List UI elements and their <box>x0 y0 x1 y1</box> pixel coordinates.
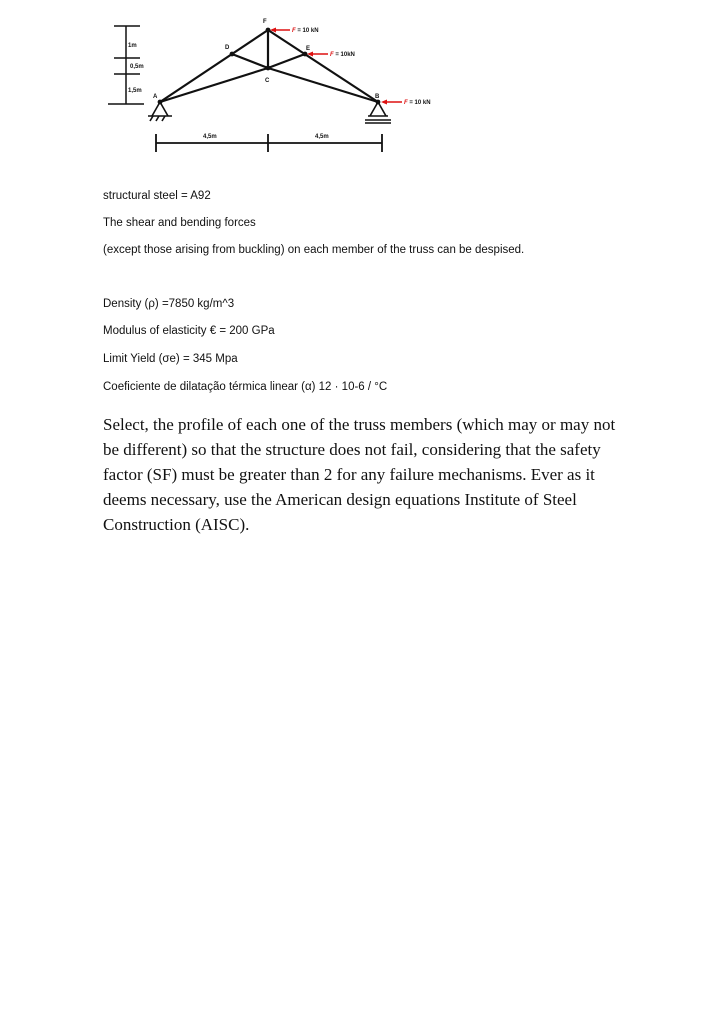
joint-d <box>230 52 235 57</box>
joint-e <box>303 52 308 57</box>
force-label-top: F = 10 kN <box>292 28 319 34</box>
pin-support-a <box>148 102 172 121</box>
label-c: C <box>265 78 270 84</box>
label-f: F <box>263 19 267 25</box>
spec-density: Density (ρ) =7850 kg/m^3 <box>103 298 235 310</box>
label-b: B <box>375 94 380 100</box>
spec-modulus: Modulus of elasticity € = 200 GPa <box>103 325 275 337</box>
span-dimension <box>156 134 382 152</box>
label-e: E <box>306 46 311 52</box>
joint-c <box>266 66 271 71</box>
span-label-left: 4,5m <box>203 134 217 140</box>
task-paragraph: Select, the profile of each one of the truss members (which may or may not be different) so that the structure does not fail, considering that the safety factor (SF) must be greater than 2 for any failure mechanisms. Ever as it deems necessary, use the American design equations Institute of Steel Construction (AISC). <box>103 415 616 534</box>
spec-shear: The shear and bending forces <box>103 217 256 229</box>
spec-steel: structural steel = A92 <box>103 190 211 202</box>
label-d: D <box>225 45 230 51</box>
height-label-2: 0,5m <box>130 64 144 70</box>
force-arrows <box>270 28 402 105</box>
spec-yield: Limit Yield (σe) = 345 Mpa <box>103 353 238 365</box>
height-label-1: 1m <box>128 43 137 49</box>
force-label-mid: F = 10kN <box>330 52 355 58</box>
joint-f <box>266 28 271 33</box>
height-label-3: 1,5m <box>128 88 142 94</box>
spec-buckling: (except those arising from buckling) on each member of the truss can be despised. <box>103 244 525 256</box>
force-label-right: F = 10 kN <box>404 100 431 106</box>
roller-support-b <box>365 102 391 123</box>
label-a: A <box>153 94 158 100</box>
spec-thermal: Coeficiente de dilatação térmica linear (α) 12 · 10-6 / °C <box>103 381 388 393</box>
truss-diagram <box>100 12 460 162</box>
span-label-right: 4,5m <box>315 134 329 140</box>
